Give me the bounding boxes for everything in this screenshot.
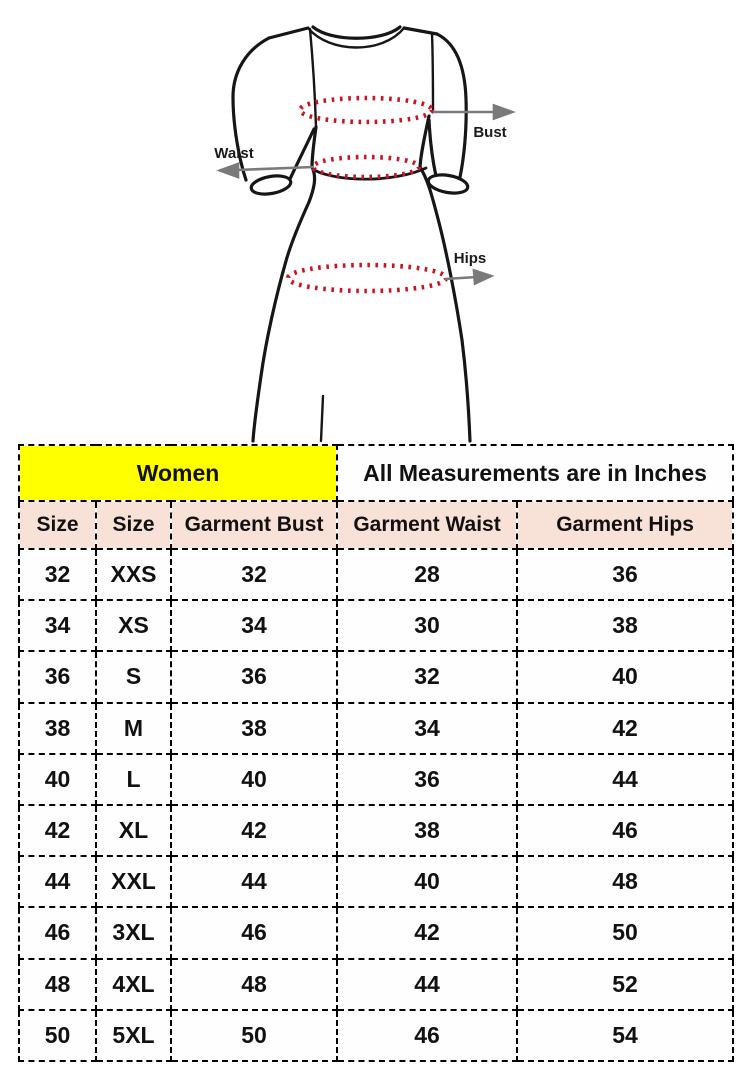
cell-garment-waist: 30 — [337, 600, 517, 651]
hips-arrow-head — [474, 271, 491, 284]
size-table-body — [19, 549, 733, 1061]
cell-garment-hips: 50 — [517, 907, 733, 958]
left-sleeve-inner — [290, 129, 314, 179]
table-row — [19, 959, 733, 1010]
waist-arrow-head — [220, 164, 238, 177]
table-row — [19, 549, 733, 600]
cell-garment-bust: 44 — [171, 856, 337, 907]
cell-size-number: 42 — [19, 805, 96, 856]
cell-garment-waist: 34 — [337, 703, 517, 754]
cell-size-label: XXS — [96, 549, 171, 600]
cell-garment-waist: 44 — [337, 959, 517, 1010]
cell-garment-bust: 46 — [171, 907, 337, 958]
cell-garment-waist: 42 — [337, 907, 517, 958]
left-body-and-skirt — [253, 127, 316, 441]
cell-garment-bust: 48 — [171, 959, 337, 1010]
cell-size-label: XS — [96, 600, 171, 651]
size-table — [18, 444, 734, 1062]
diagram-labels — [214, 124, 506, 267]
table-row — [19, 651, 733, 702]
cell-garment-waist: 36 — [337, 754, 517, 805]
table-row — [19, 754, 733, 805]
column-header-garment-hips: Garment Hips — [517, 501, 733, 549]
dress-outline — [233, 27, 470, 441]
cell-garment-hips: 46 — [517, 805, 733, 856]
column-header-size-label: Size — [96, 501, 171, 549]
table-row — [19, 805, 733, 856]
hips-label: Hips — [453, 250, 487, 267]
table-row — [19, 1010, 733, 1061]
cell-size-number: 40 — [19, 754, 96, 805]
cell-garment-bust: 50 — [171, 1010, 337, 1061]
table-row — [19, 600, 733, 651]
table-row — [19, 907, 733, 958]
cell-garment-hips: 44 — [517, 754, 733, 805]
cell-size-number: 38 — [19, 703, 96, 754]
left-armhole-seam — [310, 29, 316, 127]
column-header-garment-bust: Garment Bust — [171, 501, 337, 549]
cell-size-label: L — [96, 754, 171, 805]
right-armhole-seam — [432, 33, 433, 112]
cell-garment-waist: 28 — [337, 549, 517, 600]
right-sleeve-outer — [437, 34, 466, 177]
cell-garment-hips: 38 — [517, 600, 733, 651]
cell-garment-bust: 36 — [171, 651, 337, 702]
bust-arrow-head — [494, 106, 512, 119]
right-sleeve-inner — [429, 120, 436, 176]
cell-garment-hips: 40 — [517, 651, 733, 702]
column-header-row — [19, 501, 733, 549]
cell-size-label: 4XL — [96, 959, 171, 1010]
women-group-header: Women — [19, 445, 337, 501]
bust-label: Bust — [473, 124, 507, 141]
cell-garment-bust: 38 — [171, 703, 337, 754]
hips-dotted-ellipse — [288, 265, 446, 291]
dress-measurement-diagram — [0, 0, 746, 444]
center-slit — [321, 396, 323, 441]
waist-arrow-line — [236, 167, 314, 170]
cell-size-label: S — [96, 651, 171, 702]
left-shoulder — [269, 28, 308, 38]
group-header-row — [19, 445, 733, 501]
cell-size-number: 46 — [19, 907, 96, 958]
left-cuff — [250, 173, 292, 197]
cell-garment-waist: 38 — [337, 805, 517, 856]
cell-garment-hips: 48 — [517, 856, 733, 907]
column-header-size-number: Size — [19, 501, 96, 549]
waist-dotted-ellipse — [313, 157, 419, 177]
table-row — [19, 703, 733, 754]
cell-size-number: 44 — [19, 856, 96, 907]
neckline-inner — [313, 27, 400, 38]
cell-garment-bust: 32 — [171, 549, 337, 600]
cell-size-label: XL — [96, 805, 171, 856]
cell-garment-hips: 54 — [517, 1010, 733, 1061]
table-row — [19, 856, 733, 907]
units-group-header: All Measurements are in Inches — [337, 445, 733, 501]
right-cuff — [427, 172, 469, 196]
waist-label: Waist — [214, 145, 254, 162]
cell-size-number: 34 — [19, 600, 96, 651]
cell-garment-waist: 46 — [337, 1010, 517, 1061]
cell-size-number: 32 — [19, 549, 96, 600]
cell-size-label: 3XL — [96, 907, 171, 958]
column-header-garment-waist: Garment Waist — [337, 501, 517, 549]
cell-size-number: 48 — [19, 959, 96, 1010]
cell-size-label: XXL — [96, 856, 171, 907]
cell-garment-waist: 32 — [337, 651, 517, 702]
cell-garment-waist: 40 — [337, 856, 517, 907]
cell-garment-hips: 36 — [517, 549, 733, 600]
cell-garment-hips: 42 — [517, 703, 733, 754]
cell-size-label: M — [96, 703, 171, 754]
cell-size-label: 5XL — [96, 1010, 171, 1061]
bust-dotted-ellipse — [300, 98, 432, 122]
cell-garment-bust: 42 — [171, 805, 337, 856]
cell-size-number: 36 — [19, 651, 96, 702]
cell-garment-bust: 34 — [171, 600, 337, 651]
cell-garment-hips: 52 — [517, 959, 733, 1010]
cell-size-number: 50 — [19, 1010, 96, 1061]
cell-garment-bust: 40 — [171, 754, 337, 805]
